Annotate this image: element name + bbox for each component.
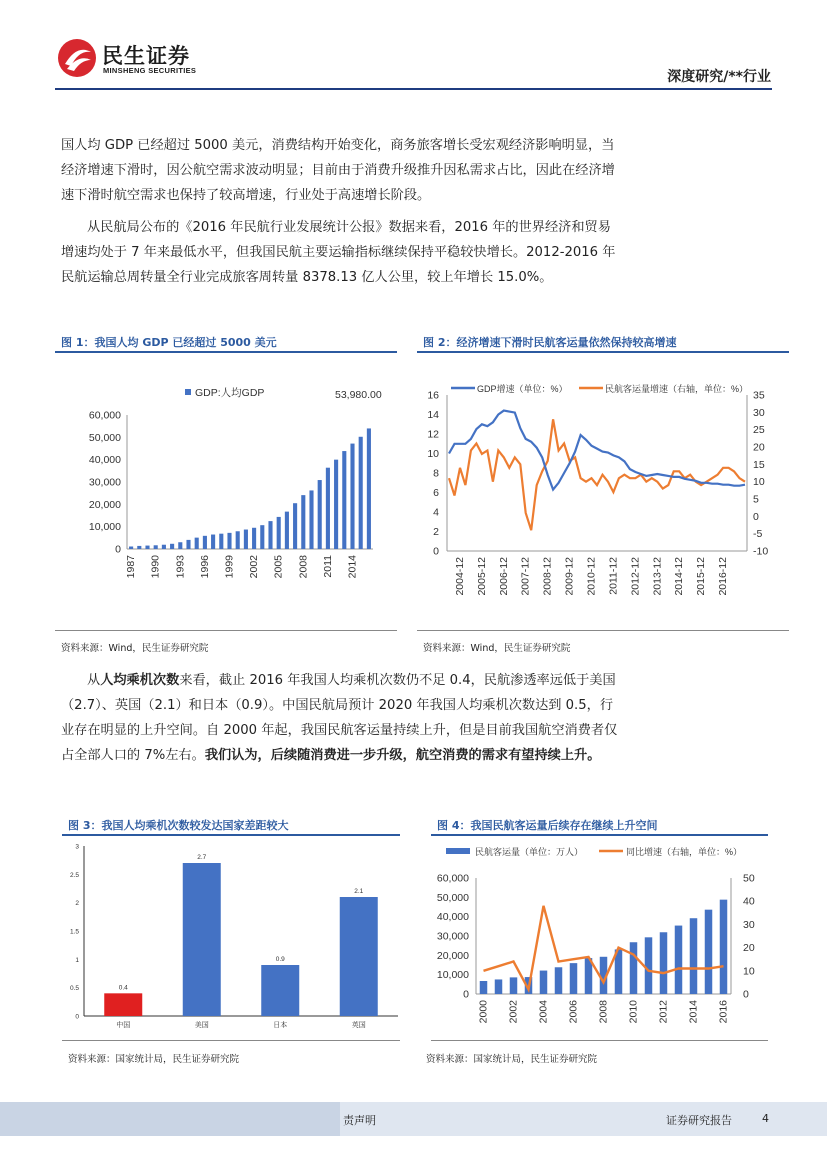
fig4-right-tick-label: 40: [743, 895, 755, 908]
fig1-bar: [293, 503, 297, 549]
fig1-x-tick-label: 2008: [297, 555, 310, 579]
fig4-bar: [645, 937, 653, 994]
paragraph-3-body: 来看，截止 2016 年我国人均乘机次数仍不足 0.4，民航渗透率远低于美国（2.7）、英国（2.1）和日本（0.9）。中国民航局预计 2020 年我国人均乘机次数达到 0.5，行业存在明显的上升空间。自 2000 年起，我国民航客运量持续上升，但是目前我国航空消费者仅占全部人口的 7%左右。: [61, 673, 618, 763]
fig2-left-tick-label: 8: [433, 467, 439, 480]
fig1-x-tick-label: 2014: [346, 555, 359, 579]
page-number: 4: [762, 1112, 769, 1125]
fig4-bar: [510, 977, 518, 994]
fig4-x-tick-label: 2012: [657, 1000, 670, 1024]
fig4-left-tick-label: 60,000: [436, 872, 469, 885]
fig2-title: 图 2：经济增速下滑时民航客运量依然保持较高增速: [423, 336, 677, 349]
fig4-right-tick-label: 20: [743, 942, 755, 955]
fig2-left-tick-label: 10: [427, 448, 439, 460]
fig4-left-tick-label: 50,000: [436, 891, 469, 904]
fig2-legend-gdp-label: GDP增速（单位：%）: [477, 384, 568, 394]
fig3-y-tick-label: 0: [75, 1013, 79, 1021]
paragraph-3: [61, 668, 623, 768]
fig4-x-tick-label: 2008: [597, 1000, 610, 1024]
fig1-bar: [301, 495, 305, 549]
fig2-right-tick-label: 15: [753, 458, 765, 471]
header-rule: [55, 88, 772, 90]
logo-text-cn: 民生证券: [102, 44, 190, 68]
fig1-bar: [186, 540, 190, 549]
fig1-bar: [359, 437, 363, 549]
fig2-x-tick-label: 2008-12: [541, 557, 554, 596]
fig4-left-tick-label: 40,000: [436, 911, 469, 924]
fig1-bar: [154, 545, 158, 549]
fig2-left-tick-label: 0: [433, 545, 439, 558]
fig1-bar: [334, 460, 338, 549]
fig1-x-tick-label: 1993: [174, 555, 187, 579]
fig1-bar: [162, 545, 166, 549]
fig3-data-label: 2.7: [197, 854, 207, 861]
fig4-bar: [495, 979, 503, 994]
fig1-y-tick-label: 60,000: [88, 409, 121, 422]
fig1-bar: [170, 544, 174, 549]
fig4-legend-bar-label: 民航客运量（单位：万人）: [475, 847, 584, 857]
fig1-bar: [318, 480, 322, 549]
fig1-y-tick-label: 50,000: [88, 431, 121, 444]
fig3-title-rule: [62, 834, 400, 836]
fig2-left-tick-label: 4: [433, 506, 439, 519]
fig4-bar: [630, 942, 638, 994]
fig4-x-tick-label: 2000: [477, 1000, 490, 1024]
fig2-right-tick-label: -5: [753, 528, 763, 541]
fig4-x-tick-label: 2014: [687, 1000, 700, 1024]
fig3-data-label: 2.1: [354, 888, 364, 895]
fig4-bar: [660, 932, 668, 994]
fig4-bottom-rule: [431, 1040, 768, 1041]
fig2-series-passenger-growth-line: [449, 419, 745, 530]
fig1-x-tick-label: 1987: [125, 555, 138, 579]
paragraph-2: 从民航局公布的《2016 年民航行业发展统计公报》数据来看，2016 年的世界经济和贸易增速均处于 7 年来最低水平，但我国民航主要运输指标继续保持平稳较快增长。2012-2016 年民航运输总周转量全行业完成旅客周转量 8378.13 亿人公里，较上年增长 15.0%。: [61, 220, 616, 285]
fig4-left-tick-label: 0: [463, 988, 469, 1001]
fig2-x-tick-label: 2012-12: [629, 557, 642, 596]
fig3-y-tick-label: 1: [75, 956, 79, 964]
fig2-legend-passenger-label: 民航客运量增速（右轴，单位：%）: [605, 384, 749, 394]
fig4-bar: [555, 967, 563, 994]
fig2-x-tick-label: 2009-12: [563, 557, 576, 596]
fig2-x-tick-label: 2010-12: [585, 557, 598, 596]
fig1-bar: [309, 490, 313, 549]
fig1-annotation: 53,980.00: [335, 389, 382, 401]
fig1-y-tick-label: 20,000: [88, 498, 121, 511]
fig2-left-tick-label: 12: [427, 428, 439, 441]
fig1-x-tick-label: 1990: [149, 555, 162, 579]
fig4-bar: [705, 910, 713, 994]
fig2-source: 资料来源：Wind，民生证券研究院: [423, 643, 571, 654]
fig4-bar: [690, 918, 698, 994]
fig3-bottom-rule: [62, 1040, 400, 1041]
minsheng-logo-icon: [57, 38, 97, 78]
fig4-x-tick-label: 2006: [567, 1000, 580, 1024]
fig1-bar: [227, 533, 231, 549]
fig1-y-tick-label: 0: [115, 543, 121, 556]
fig1-bar: [268, 521, 272, 549]
fig2-right-tick-label: 30: [753, 406, 765, 419]
fig2-right-tick-label: 5: [753, 493, 759, 506]
fig1-title-rule: [55, 351, 397, 353]
fig4-left-tick-label: 30,000: [436, 930, 469, 943]
fig1-title: 图 1：我国人均 GDP 已经超过 5000 美元: [61, 336, 277, 349]
fig1-bar: [367, 428, 371, 549]
fig1-bar: [236, 531, 240, 549]
fig2-x-tick-label: 2014-12: [673, 557, 686, 596]
fig1-bar: [244, 530, 248, 549]
fig3-source: 资料来源：国家统计局，民生证券研究院: [68, 1054, 240, 1065]
fig4-x-tick-label: 2002: [507, 1000, 520, 1024]
fig1-bar: [326, 468, 330, 549]
fig2-x-tick-label: 2004-12: [453, 557, 466, 596]
fig2-left-tick-label: 14: [427, 409, 439, 421]
fig4-right-tick-label: 30: [743, 918, 755, 931]
fig4-bar: [570, 963, 578, 994]
logo-text-en: MINSHENG SECURITIES: [103, 66, 197, 75]
fig3-x-tick-label: 中国: [116, 1022, 131, 1029]
fig2-title-rule: [417, 351, 789, 353]
fig1-x-tick-label: 2005: [272, 555, 285, 579]
fig4-right-tick-label: 0: [743, 988, 749, 1001]
fig2-right-tick-label: 0: [753, 510, 759, 523]
fig4-source: 资料来源：国家统计局，民生证券研究院: [426, 1054, 598, 1065]
fig2-left-tick-label: 2: [433, 526, 439, 538]
fig2-right-tick-label: 35: [753, 389, 765, 402]
fig2-right-tick-label: 10: [753, 476, 765, 489]
fig2-right-tick-label: 20: [753, 441, 765, 454]
fig2-right-tick-label: -10: [753, 545, 769, 558]
fig1-x-tick-label: 2002: [248, 555, 261, 579]
fig4-x-tick-label: 2016: [717, 1000, 730, 1024]
fig1-legend-swatch: [185, 389, 191, 395]
fig4-bar: [480, 981, 488, 994]
fig1-bar: [350, 444, 354, 549]
fig4-right-tick-label: 10: [743, 965, 755, 978]
fig3-data-label: 0.9: [275, 956, 285, 963]
paragraph-1: 国人均 GDP 已经超过 5000 美元，消费结构开始变化，商务旅客增长受宏观经济影响明显，当经济增速下滑时，因公航空需求波动明显；目前由于消费升级推升因私需求占比，因此在经济增速下滑时航空需求也保持了较高增速，行业处于高速增长阶段。: [61, 138, 615, 203]
fig4-x-tick-label: 2010: [627, 1000, 640, 1024]
fig2-x-tick-label: 2015-12: [695, 557, 708, 596]
fig3-y-tick-label: 2.5: [69, 871, 79, 879]
section-label: 深度研究/**行业: [667, 69, 771, 85]
fig1-bar: [137, 546, 141, 549]
fig2-x-tick-label: 2016-12: [717, 557, 730, 596]
fig2-x-tick-label: 2005-12: [475, 557, 488, 596]
fig3-y-tick-label: 1.5: [69, 928, 79, 936]
fig1-bar: [342, 451, 346, 549]
fig1-bar: [145, 546, 149, 549]
fig3-data-label: 0.4: [118, 984, 128, 992]
fig1-bar: [260, 525, 264, 549]
fig4-title-rule: [431, 834, 768, 836]
fig3-chart: [62, 838, 400, 1036]
footer-report-label: 证券研究报告: [666, 1114, 732, 1127]
fig1-bar: [129, 546, 133, 549]
fig4-title: 图 4：我国民航客运量后续存在继续上升空间: [437, 819, 658, 832]
paragraph-3-lead: 从: [87, 673, 101, 688]
footer-disclaimer: 责声明: [343, 1114, 376, 1127]
fig4-right-tick-label: 50: [743, 872, 755, 885]
fig3-x-tick-label: 日本: [273, 1022, 288, 1029]
fig1-bar: [211, 535, 215, 549]
fig3-bar: [183, 863, 221, 1016]
fig3-bar: [340, 897, 378, 1016]
fig1-legend-label: GDP:人均GDP: [195, 387, 265, 399]
fig1-y-tick-label: 10,000: [88, 521, 121, 534]
fig3-y-tick-label: 2: [75, 900, 79, 908]
fig4-x-tick-label: 2004: [537, 1000, 550, 1024]
fig2-chart: [417, 355, 789, 627]
fig2-x-tick-label: 2013-12: [651, 557, 664, 596]
fig1-x-tick-label: 1999: [223, 555, 236, 579]
fig1-y-tick-label: 40,000: [88, 454, 121, 467]
fig2-right-tick-label: 25: [753, 424, 765, 437]
fig3-bar: [104, 993, 142, 1016]
fig3-x-tick-label: 美国: [194, 1022, 209, 1029]
fig3-y-tick-label: 0.5: [69, 985, 79, 993]
footer-band-left: [0, 1102, 340, 1136]
fig4-bar: [675, 926, 683, 994]
fig1-chart: [55, 355, 397, 627]
fig1-bar: [285, 512, 289, 549]
fig1-bar: [277, 517, 281, 549]
fig2-x-tick-label: 2006-12: [497, 557, 510, 596]
fig1-y-tick-label: 30,000: [88, 476, 121, 489]
paragraph-3-keyword: 人均乘机次数: [100, 673, 180, 688]
fig4-bar: [540, 971, 548, 994]
fig1-x-tick-label: 1996: [198, 555, 211, 579]
paragraph-3-conclusion: 我们认为，后续随消费进一步升级，航空消费的需求有望持续上升。: [204, 748, 601, 763]
fig4-legend-bar-swatch: [446, 848, 470, 854]
fig1-bar: [219, 534, 223, 549]
fig2-x-tick-label: 2011-12: [607, 557, 620, 595]
fig3-x-tick-label: 英国: [351, 1022, 366, 1029]
fig1-bar: [195, 538, 199, 549]
fig4-chart: [431, 838, 768, 1036]
fig2-bottom-rule: [417, 630, 789, 631]
fig2-x-tick-label: 2007-12: [519, 557, 532, 596]
fig4-left-tick-label: 10,000: [436, 969, 469, 982]
fig3-bar: [261, 965, 299, 1016]
fig3-y-tick-label: 3: [75, 843, 79, 851]
fig1-source: 资料来源：Wind，民生证券研究院: [61, 643, 209, 654]
fig2-left-tick-label: 6: [433, 487, 439, 499]
fig1-bar: [178, 542, 182, 549]
fig4-legend-line-label: 同比增速（右轴，单位：%）: [626, 847, 743, 857]
fig1-bar: [203, 536, 207, 549]
fig1-bottom-rule: [55, 630, 397, 631]
fig1-bar: [252, 528, 256, 549]
fig4-left-tick-label: 20,000: [436, 949, 469, 962]
fig1-x-tick-label: 2011: [321, 555, 334, 578]
fig4-bar: [720, 900, 728, 994]
fig2-left-tick-label: 16: [427, 389, 439, 402]
fig3-title: 图 3：我国人均乘机次数较发达国家差距较大: [68, 819, 289, 832]
